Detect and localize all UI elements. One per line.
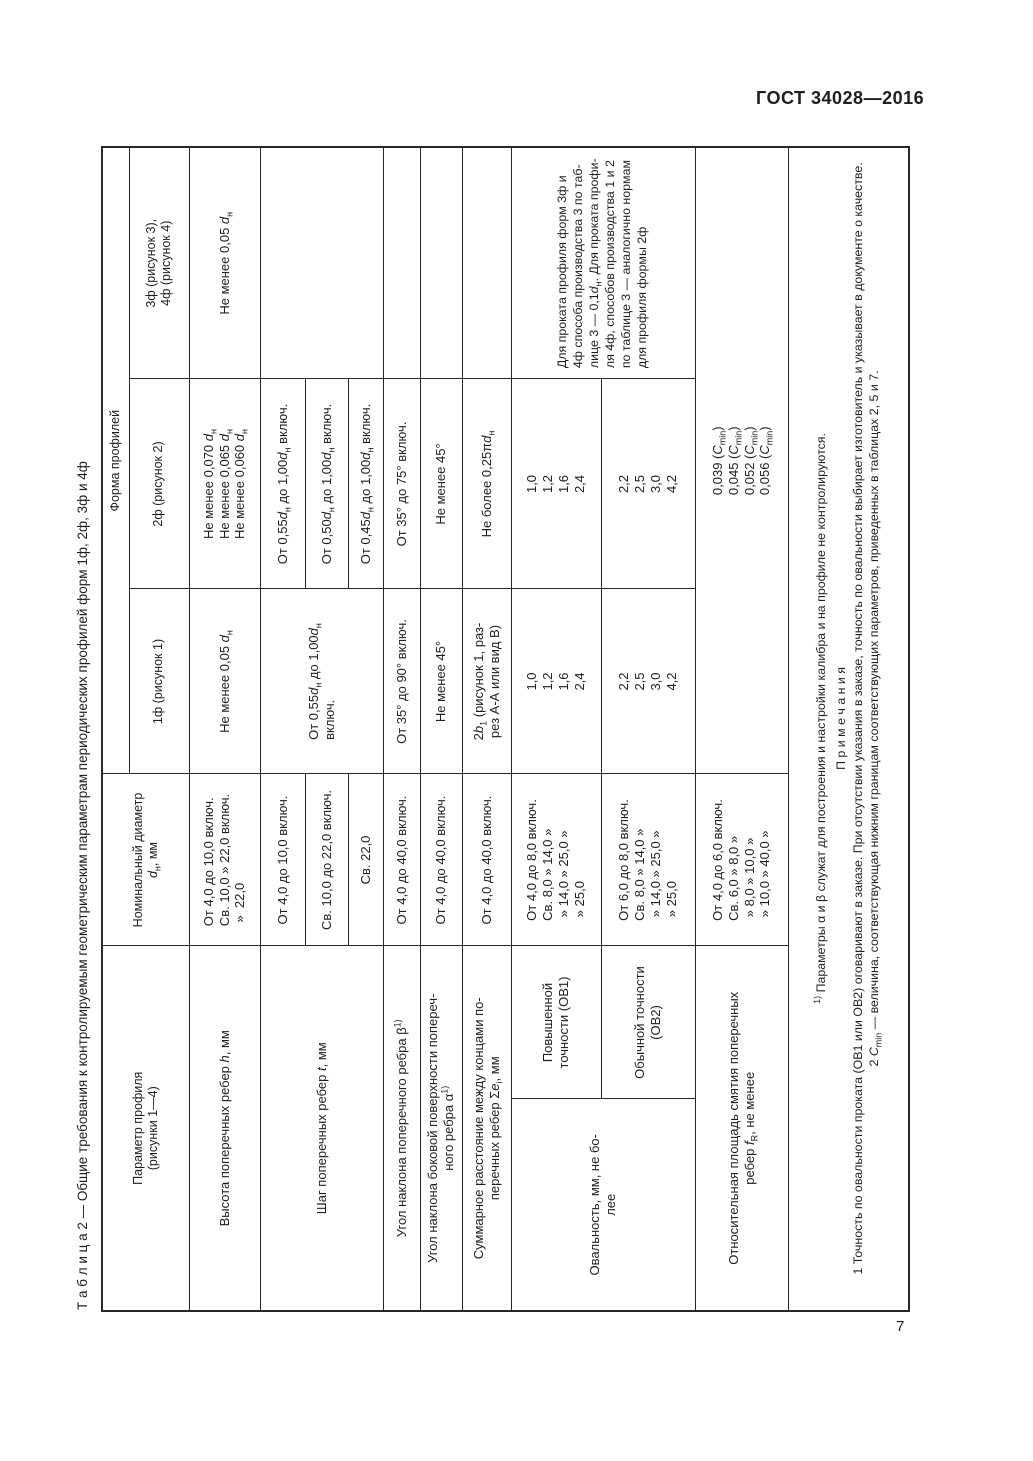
cell-crush-area-diameter	[695, 774, 788, 946]
row-rib-step-1	[260, 147, 305, 1311]
cell-rib-height-form1: Не менее 0,05 $d_н$	[189, 589, 260, 774]
form34-note-text: Для проката профиля форм 3ф и 4ф способа производства 3 по таб- лице 3 — $0,1d_н$. Для проката профи- ля 4ф, способов производства 1 и 2 по таблице 3 — аналогично нормам для профиля формы 2ф	[555, 158, 649, 369]
col-header-form34: 3ф (рисунок 3), 4ф (рисунок 4)	[129, 147, 189, 379]
cell-crush-area-values	[695, 147, 788, 774]
form1-value: От $0,55d_н$ до $1,00d_н$ включ.	[305, 623, 337, 740]
cell-rib-step-diameter-1: От 4,0 до 10,0 включ.	[260, 774, 305, 946]
row-crush-area	[695, 147, 788, 1311]
cell-rib-height-form2	[189, 379, 260, 589]
cell-sum-distance-form1: $2b_1$ (рисунок 1, раз- рез А-А или вид В)	[462, 589, 511, 774]
cell-angle-alpha-form1: Не менее 45°	[420, 589, 462, 774]
rotated-table-block	[73, 148, 910, 1312]
cell-ovality-accuracy-ob1: Повышенной точности (ОВ1)	[511, 946, 601, 1099]
cell-sum-distance-form2: Не более $0,25\pi d_н$	[462, 379, 511, 589]
notes-heading: П р и м е ч а н и я	[834, 666, 849, 770]
cell-rib-height-label: Высота поперечных ребер h, мм	[189, 946, 260, 1311]
cell-footnotes	[788, 147, 909, 1311]
table-2	[101, 146, 910, 1312]
cell-angle-alpha-form2: Не менее 45°	[420, 379, 462, 589]
cell-angle-beta-label: Угол наклона поперечного ребра $\beta^{1)}$	[383, 946, 420, 1311]
cell-sum-distance-form34-empty	[462, 147, 511, 379]
cell-rib-step-form34-empty	[260, 147, 383, 379]
row-sum-distance	[462, 147, 511, 1311]
diameter-ranges: От 4,0 до 8,0 включ. Св. 8,0 » 14,0 » » 14,0 » 25,0 » » 25,0	[524, 799, 587, 921]
cell-ovality-ob2-form1: 2,2 2,5 3,0 4,2	[601, 589, 695, 774]
cell-angle-beta-form1: От 35° до 90° включ.	[383, 589, 420, 774]
cell-angle-alpha-diameter: От 4,0 до 40,0 включ.	[420, 774, 462, 946]
cell-ovality-ob2-form2: 2,2 2,5 3,0 4,2	[601, 379, 695, 589]
cell-rib-step-form2-2: От $0,50d_н$ до $1,00d_н$ включ.	[305, 379, 348, 589]
cell-sum-distance-diameter: От 4,0 до 40,0 включ.	[462, 774, 511, 946]
diameter-ranges: От 4,0 до 10,0 включ. Св. 10,0 » 22,0 включ. » 22,0	[200, 793, 248, 927]
col-header-form1: 1ф (рисунок 1)	[129, 589, 189, 774]
row-angle-alpha	[420, 147, 462, 1311]
cell-rib-step-diameter-3: Св. 22,0	[348, 774, 383, 946]
col-header-form2: 2ф (рисунок 2)	[129, 379, 189, 589]
cell-angle-beta-form34-empty	[383, 147, 420, 379]
cell-angle-alpha-form34-empty	[420, 147, 462, 379]
cell-ovality-label: Овальность, мм, не бо- лее	[511, 1099, 695, 1311]
cell-rib-step-label: Шаг поперечных ребер t, мм	[260, 946, 383, 1311]
cell-ovality-form34-note	[511, 147, 695, 379]
note-1: 1 Точность по овальности проката (ОВ1 или ОВ2) оговаривают в заказе. При отсутствии указания в заказе, точность по овальности выбирает изготовитель и указывает в документе о качестве.	[850, 162, 865, 1275]
col-header-diameter: Номинальный диаметр $d_н$, мм	[102, 774, 189, 946]
footnote-1: $^{1)}$ Параметры α и β служат для построения и настройки калибра и на профиле не контролируются.	[812, 433, 829, 1004]
cell-ovality-ob1-diameter	[511, 774, 601, 946]
cell-rib-height-diameter	[189, 774, 260, 946]
cell-rib-step-form2-1: От $0,55d_н$ до $1,00d_н$ включ.	[260, 379, 305, 589]
row-ovality-ob1	[511, 147, 601, 1311]
header-row-1	[102, 147, 129, 1311]
cell-sum-distance-label: Суммарное расстояние между концами по- перечных ребер $\Sigma е_i$, мм	[462, 946, 511, 1311]
diameter-ranges: От 4,0 до 6,0 включ. Св. 6,0 » 8,0 » » 8,0 » 10,0 » » 10,0 » 40,0 »	[709, 799, 773, 921]
cell-ovality-ob2-diameter	[601, 774, 695, 946]
cell-angle-alpha-label: Угол наклона боковой поверхности попереч- ного ребра $\alpha^{1)}$	[420, 946, 462, 1311]
table-title: Т а б л и ц а 2 — Общие требования к контролируемым геометрическим параметрам периодических профилей форм 1ф, 2ф, 3ф и 4ф	[75, 461, 90, 1310]
gost-standard-number: ГОСТ 34028—2016	[756, 88, 925, 108]
cell-crush-area-label: Относительная площадь смятия поперечных ребер $f_R$, не менее	[695, 946, 788, 1311]
cell-ovality-ob1-form2: 1,0 1,2 1,6 2,4	[511, 379, 601, 589]
cell-angle-beta-form2: От 35° до 75° включ.	[383, 379, 420, 589]
row-angle-beta	[383, 147, 420, 1311]
col-header-parameter: Параметр профиля (рисунки 1—4)	[102, 946, 189, 1311]
cell-angle-beta-diameter: От 4,0 до 40,0 включ.	[383, 774, 420, 946]
cmin-values: 0,039 $(C_{min})$ 0,045 $(C_{min})$ 0,052 $(C_{min})$ 0,056 $(C_{min})$	[709, 426, 775, 496]
cell-rib-step-diameter-2: Св. 10,0 до 22,0 включ.	[305, 774, 348, 946]
note-2: 2 $C_{min}$ — величина, соответствующая нижним границам соответствующих параметров, приведенных в таблицах 2, 5 и 7.	[867, 370, 884, 1067]
row-rib-height	[189, 147, 260, 1311]
row-footnotes	[788, 147, 909, 1311]
cell-ovality-accuracy-ob2: Обычной точности (ОВ2)	[601, 946, 695, 1099]
diameter-ranges: От 6,0 до 8,0 включ. Св. 8,0 » 14,0 » » 14,0 » 25,0 » » 25,0	[616, 799, 679, 921]
page-number: 7	[896, 1318, 905, 1335]
cell-ovality-ob1-form1: 1,0 1,2 1,6 2,4	[511, 589, 601, 774]
cell-rib-height-form34: Не менее 0,05 $d_н$	[189, 147, 260, 379]
cell-rib-step-form1	[260, 589, 383, 774]
cell-rib-step-form2-3: От $0,45d_н$ до $1,00d_н$ включ.	[348, 379, 383, 589]
col-header-forms-group: Форма профилей	[102, 147, 129, 774]
form2-values: Не менее 0,070 $d_н$ Не менее 0,065 $d_н$ Не менее 0,060 $d_н$	[200, 429, 251, 540]
